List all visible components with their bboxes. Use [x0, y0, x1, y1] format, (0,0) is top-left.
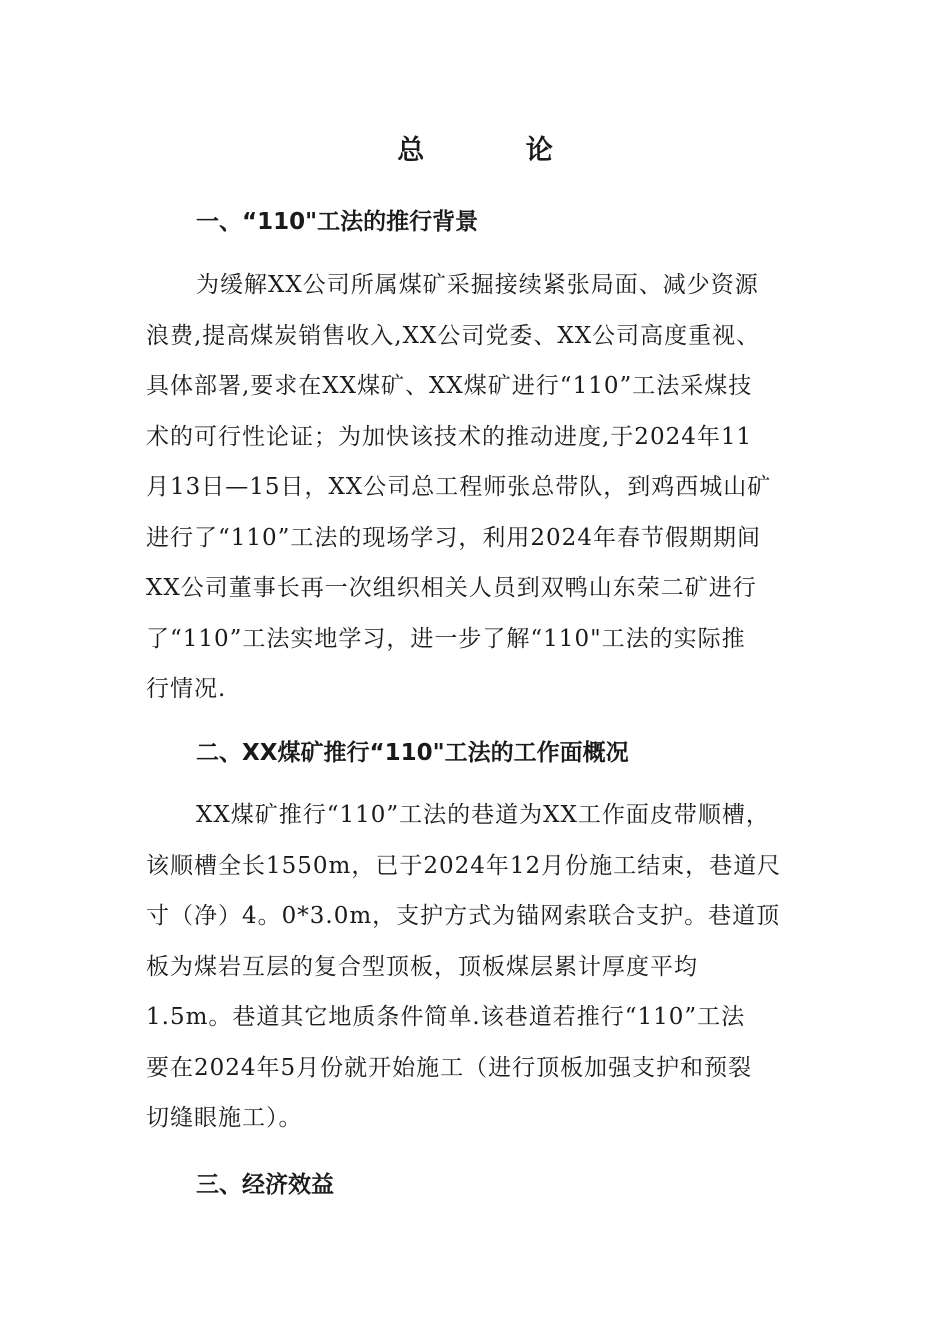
paragraph-line: 切缝眼施工）。 [146, 1105, 303, 1131]
section-body-background [146, 260, 771, 715]
paragraph-line: 要在2024年5月份就开始施工（进行顶板加强支护和预裂 [146, 1054, 753, 1081]
section-heading-economic-benefit: 三、经济效益 [196, 1172, 334, 1198]
paragraph-line: 为缓解XX公司所属煤矿采掘接续紧张局面、减少资源 [196, 272, 759, 298]
paragraph-line: 进行了“110”工法的现场学习，利用2024年春节假期期间 [146, 524, 761, 551]
paragraph-line: 1.5m。巷道其它地质条件简单.该巷道若推行“110”工法 [146, 1004, 746, 1030]
paragraph-line: 浪费,提高煤炭销售收入,XX公司党委、XX公司高度重视、 [146, 322, 761, 349]
paragraph-line: XX煤矿推行“110”工法的巷道为XX工作面皮带顺槽， [196, 802, 770, 828]
paragraph-line: 月13日—15日，XX公司总工程师张总带队，到鸡西城山矿 [146, 474, 772, 500]
section-heading-background: 一、“110"工法的推行背景 [196, 209, 479, 235]
paragraph-line: 具体部署,要求在XX煤矿、XX煤矿进行“110”工法采煤技 [146, 373, 753, 399]
paragraph-line: 了“110”工法实地学习，进一步了解“110"工法的实际推 [146, 625, 746, 652]
paragraph-line: XX公司董事长再一次组织相关人员到双鸭山东荣二矿进行 [146, 575, 757, 601]
paragraph-line: 板为煤岩互层的复合型顶板，顶板煤层累计厚度平均 [146, 953, 698, 980]
document-title: 总 论 [397, 135, 599, 166]
paragraph-line: 行情况. [146, 676, 227, 702]
paragraph-line: 术的可行性论证；为加快该技术的推动进度,于2024年11 [146, 423, 753, 450]
section-heading-overview: 二、XX煤矿推行“110"工法的工作面概况 [196, 740, 629, 766]
paragraph-line: 该顺槽全长1550m，已于2024年12月份施工结束，巷道尺 [146, 852, 782, 879]
paragraph-line: 寸（净）4。0*3.0m，支护方式为锚网索联合支护。巷道顶 [146, 903, 781, 929]
section-body-overview [146, 790, 781, 1144]
